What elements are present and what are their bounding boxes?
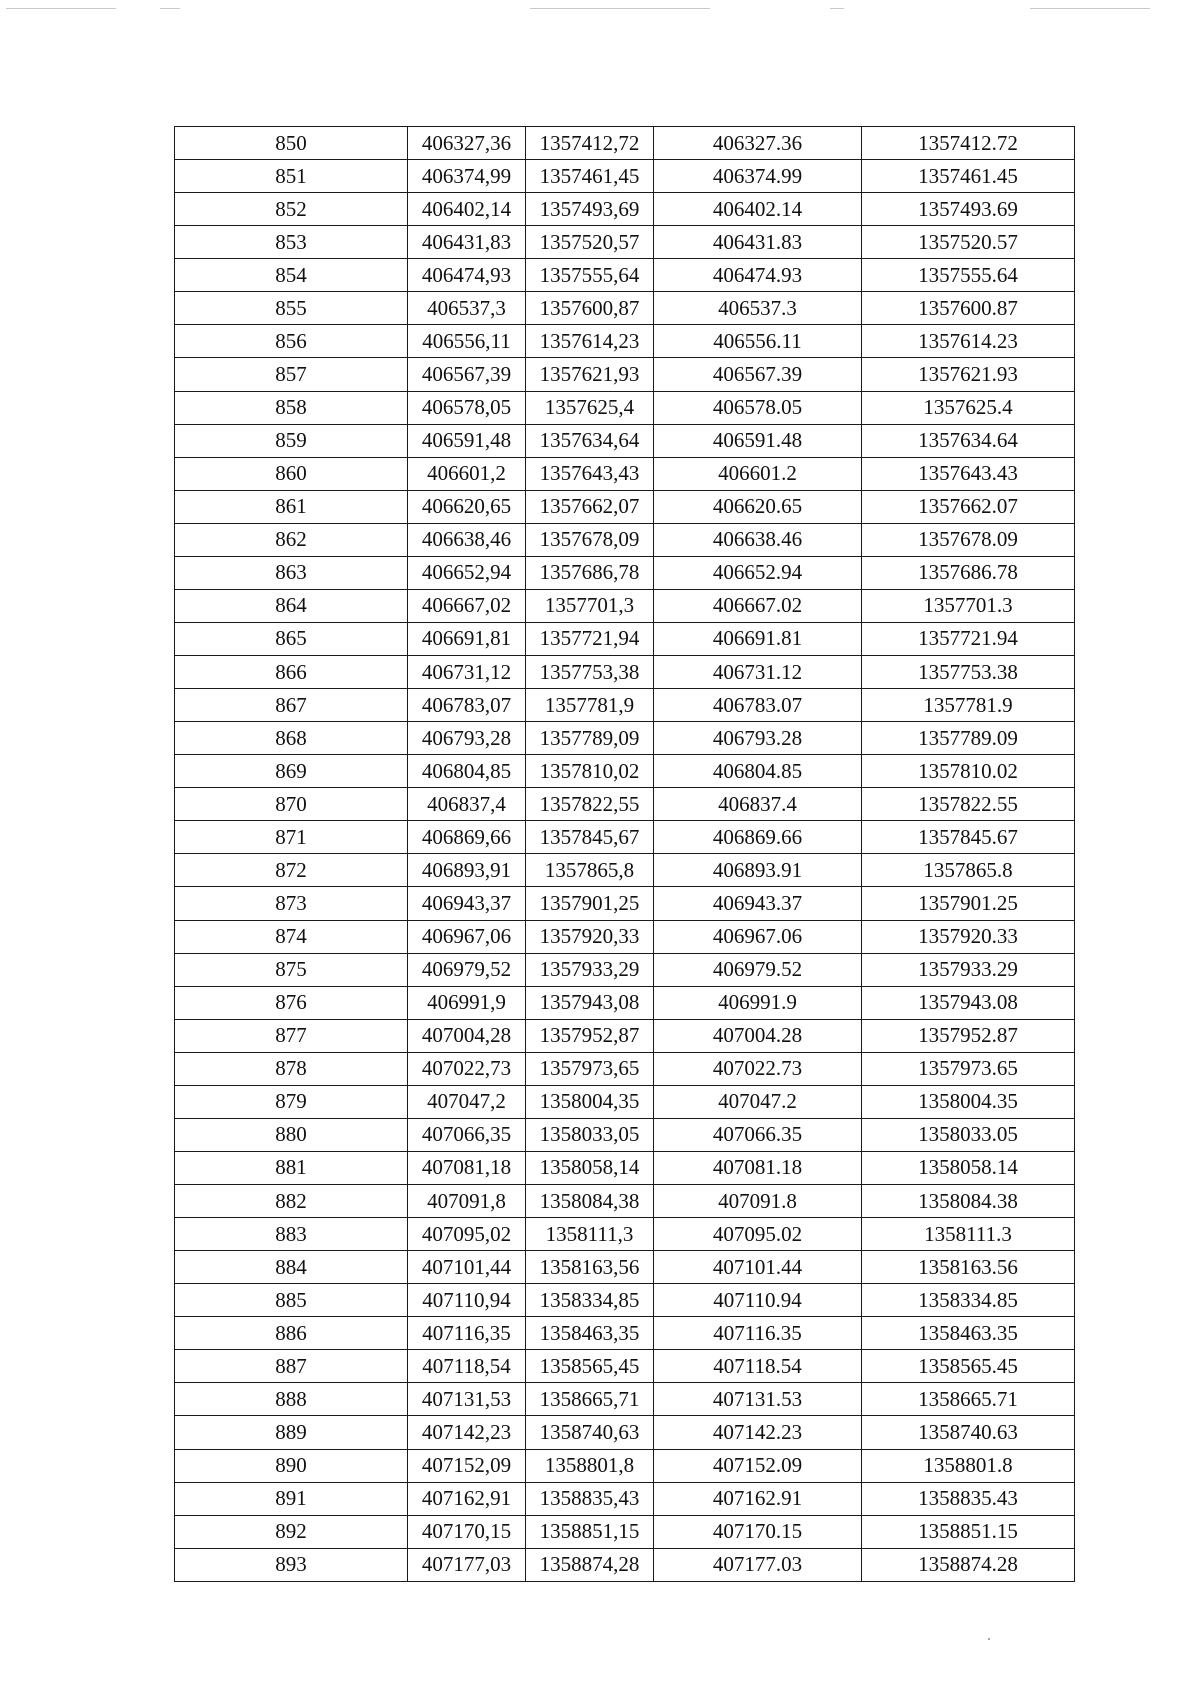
y-comma-cell: 1358004,35 [526, 1085, 654, 1118]
table-row [175, 788, 1075, 821]
y-comma-cell: 1357555,64 [526, 259, 654, 292]
y-comma-cell: 1358801,8 [526, 1449, 654, 1482]
y-dot-cell: 1357461.45 [862, 160, 1075, 193]
x-comma-cell: 407066,35 [408, 1118, 526, 1151]
y-comma-cell: 1357865,8 [526, 854, 654, 887]
x-dot-cell: 407118.54 [654, 1350, 862, 1383]
table-row [175, 292, 1075, 325]
x-dot-cell: 406567.39 [654, 358, 862, 391]
x-dot-cell: 406374.99 [654, 160, 862, 193]
x-comma-cell: 407110,94 [408, 1284, 526, 1317]
x-comma-cell: 406979,52 [408, 953, 526, 986]
table-row [175, 1052, 1075, 1085]
point-number-cell: 851 [175, 160, 408, 193]
y-comma-cell: 1358565,45 [526, 1350, 654, 1383]
y-dot-cell: 1357901.25 [862, 887, 1075, 920]
point-number-cell: 855 [175, 292, 408, 325]
x-dot-cell: 407170.15 [654, 1515, 862, 1548]
point-number-cell: 872 [175, 854, 408, 887]
point-number-cell: 875 [175, 953, 408, 986]
table-row [175, 1383, 1075, 1416]
point-number-cell: 864 [175, 589, 408, 622]
table-row [175, 722, 1075, 755]
y-comma-cell: 1358334,85 [526, 1284, 654, 1317]
x-dot-cell: 406979.52 [654, 953, 862, 986]
x-comma-cell: 406402,14 [408, 193, 526, 226]
x-dot-cell: 407091.8 [654, 1185, 862, 1218]
y-dot-cell: 1358463.35 [862, 1317, 1075, 1350]
coordinate-table-body [175, 127, 1075, 1582]
y-comma-cell: 1358058,14 [526, 1151, 654, 1184]
x-dot-cell: 406556.11 [654, 325, 862, 358]
y-dot-cell: 1357621.93 [862, 358, 1075, 391]
x-dot-cell: 406943.37 [654, 887, 862, 920]
point-number-cell: 856 [175, 325, 408, 358]
y-dot-cell: 1358334.85 [862, 1284, 1075, 1317]
x-dot-cell: 407004.28 [654, 1019, 862, 1052]
y-dot-cell: 1358835.43 [862, 1482, 1075, 1515]
y-comma-cell: 1358111,3 [526, 1218, 654, 1251]
y-comma-cell: 1357901,25 [526, 887, 654, 920]
x-comma-cell: 407177,03 [408, 1548, 526, 1581]
y-comma-cell: 1357461,45 [526, 160, 654, 193]
x-dot-cell: 406591.48 [654, 424, 862, 457]
x-dot-cell: 406804.85 [654, 755, 862, 788]
x-dot-cell: 406601.2 [654, 457, 862, 490]
y-dot-cell: 1358058.14 [862, 1151, 1075, 1184]
y-dot-cell: 1358874.28 [862, 1548, 1075, 1581]
x-dot-cell: 406431.83 [654, 226, 862, 259]
table-row [175, 226, 1075, 259]
point-number-cell: 871 [175, 821, 408, 854]
scan-header-noise [0, 8, 1200, 14]
y-dot-cell: 1357952.87 [862, 1019, 1075, 1052]
y-comma-cell: 1357845,67 [526, 821, 654, 854]
y-comma-cell: 1358851,15 [526, 1515, 654, 1548]
point-number-cell: 858 [175, 391, 408, 424]
y-dot-cell: 1357520.57 [862, 226, 1075, 259]
table-row [175, 259, 1075, 292]
x-comma-cell: 407131,53 [408, 1383, 526, 1416]
y-dot-cell: 1357822.55 [862, 788, 1075, 821]
x-dot-cell: 406869.66 [654, 821, 862, 854]
point-number-cell: 881 [175, 1151, 408, 1184]
x-dot-cell: 407116.35 [654, 1317, 862, 1350]
point-number-cell: 852 [175, 193, 408, 226]
x-comma-cell: 406731,12 [408, 656, 526, 689]
x-comma-cell: 407152,09 [408, 1449, 526, 1482]
table-row [175, 622, 1075, 655]
y-comma-cell: 1357643,43 [526, 457, 654, 490]
point-number-cell: 878 [175, 1052, 408, 1085]
x-dot-cell: 406731.12 [654, 656, 862, 689]
x-comma-cell: 406691,81 [408, 622, 526, 655]
table-row [175, 127, 1075, 160]
x-dot-cell: 406402.14 [654, 193, 862, 226]
x-comma-cell: 406537,3 [408, 292, 526, 325]
x-comma-cell: 406893,91 [408, 854, 526, 887]
y-dot-cell: 1357678.09 [862, 523, 1075, 556]
y-dot-cell: 1357943.08 [862, 986, 1075, 1019]
table-row [175, 424, 1075, 457]
y-dot-cell: 1357412.72 [862, 127, 1075, 160]
y-comma-cell: 1357973,65 [526, 1052, 654, 1085]
point-number-cell: 867 [175, 689, 408, 722]
point-number-cell: 884 [175, 1251, 408, 1284]
x-dot-cell: 407101.44 [654, 1251, 862, 1284]
table-row [175, 1151, 1075, 1184]
x-comma-cell: 407004,28 [408, 1019, 526, 1052]
y-comma-cell: 1357662,07 [526, 490, 654, 523]
y-dot-cell: 1358033.05 [862, 1118, 1075, 1151]
point-number-cell: 889 [175, 1416, 408, 1449]
point-number-cell: 853 [175, 226, 408, 259]
x-comma-cell: 406578,05 [408, 391, 526, 424]
y-comma-cell: 1357520,57 [526, 226, 654, 259]
x-dot-cell: 406537.3 [654, 292, 862, 325]
table-row [175, 556, 1075, 589]
x-comma-cell: 406567,39 [408, 358, 526, 391]
table-row [175, 656, 1075, 689]
y-dot-cell: 1358565.45 [862, 1350, 1075, 1383]
x-dot-cell: 406620.65 [654, 490, 862, 523]
point-number-cell: 861 [175, 490, 408, 523]
table-row [175, 1482, 1075, 1515]
y-comma-cell: 1357493,69 [526, 193, 654, 226]
y-comma-cell: 1357789,09 [526, 722, 654, 755]
point-number-cell: 892 [175, 1515, 408, 1548]
y-dot-cell: 1358851.15 [862, 1515, 1075, 1548]
x-comma-cell: 406943,37 [408, 887, 526, 920]
y-dot-cell: 1358163.56 [862, 1251, 1075, 1284]
y-comma-cell: 1358163,56 [526, 1251, 654, 1284]
scan-speck [988, 1638, 990, 1640]
point-number-cell: 873 [175, 887, 408, 920]
table-row [175, 1284, 1075, 1317]
point-number-cell: 886 [175, 1317, 408, 1350]
y-comma-cell: 1358665,71 [526, 1383, 654, 1416]
x-comma-cell: 407142,23 [408, 1416, 526, 1449]
x-dot-cell: 407110.94 [654, 1284, 862, 1317]
y-comma-cell: 1357920,33 [526, 920, 654, 953]
y-dot-cell: 1357555.64 [862, 259, 1075, 292]
table-row [175, 1416, 1075, 1449]
y-dot-cell: 1357614.23 [862, 325, 1075, 358]
y-dot-cell: 1357781.9 [862, 689, 1075, 722]
table-row [175, 1251, 1075, 1284]
y-dot-cell: 1357701.3 [862, 589, 1075, 622]
table-row [175, 953, 1075, 986]
x-comma-cell: 406667,02 [408, 589, 526, 622]
table-row [175, 986, 1075, 1019]
y-dot-cell: 1357662.07 [862, 490, 1075, 523]
y-dot-cell: 1357643.43 [862, 457, 1075, 490]
y-comma-cell: 1358740,63 [526, 1416, 654, 1449]
x-comma-cell: 407116,35 [408, 1317, 526, 1350]
x-comma-cell: 407095,02 [408, 1218, 526, 1251]
x-comma-cell: 406793,28 [408, 722, 526, 755]
y-dot-cell: 1357810.02 [862, 755, 1075, 788]
table-row [175, 490, 1075, 523]
x-comma-cell: 406591,48 [408, 424, 526, 457]
x-comma-cell: 407162,91 [408, 1482, 526, 1515]
x-dot-cell: 406652.94 [654, 556, 862, 589]
y-dot-cell: 1357634.64 [862, 424, 1075, 457]
point-number-cell: 859 [175, 424, 408, 457]
point-number-cell: 880 [175, 1118, 408, 1151]
y-comma-cell: 1357634,64 [526, 424, 654, 457]
y-comma-cell: 1357822,55 [526, 788, 654, 821]
x-comma-cell: 406783,07 [408, 689, 526, 722]
point-number-cell: 893 [175, 1548, 408, 1581]
table-row [175, 1515, 1075, 1548]
table-row [175, 920, 1075, 953]
x-comma-cell: 406837,4 [408, 788, 526, 821]
point-number-cell: 891 [175, 1482, 408, 1515]
y-dot-cell: 1357865.8 [862, 854, 1075, 887]
table-row [175, 1548, 1075, 1581]
x-comma-cell: 407091,8 [408, 1185, 526, 1218]
point-number-cell: 862 [175, 523, 408, 556]
x-dot-cell: 407162.91 [654, 1482, 862, 1515]
y-dot-cell: 1357600.87 [862, 292, 1075, 325]
point-number-cell: 854 [175, 259, 408, 292]
x-comma-cell: 406991,9 [408, 986, 526, 1019]
table-row [175, 193, 1075, 226]
x-comma-cell: 406474,93 [408, 259, 526, 292]
point-number-cell: 879 [175, 1085, 408, 1118]
point-number-cell: 888 [175, 1383, 408, 1416]
y-dot-cell: 1358084.38 [862, 1185, 1075, 1218]
table-row [175, 523, 1075, 556]
x-dot-cell: 406837.4 [654, 788, 862, 821]
coordinate-table [174, 126, 1075, 1582]
x-comma-cell: 406638,46 [408, 523, 526, 556]
table-row [175, 755, 1075, 788]
point-number-cell: 876 [175, 986, 408, 1019]
point-number-cell: 860 [175, 457, 408, 490]
y-comma-cell: 1357753,38 [526, 656, 654, 689]
x-dot-cell: 406893.91 [654, 854, 862, 887]
y-comma-cell: 1357810,02 [526, 755, 654, 788]
x-dot-cell: 406638.46 [654, 523, 862, 556]
y-comma-cell: 1357686,78 [526, 556, 654, 589]
x-dot-cell: 407095.02 [654, 1218, 862, 1251]
y-dot-cell: 1357686.78 [862, 556, 1075, 589]
point-number-cell: 857 [175, 358, 408, 391]
point-number-cell: 883 [175, 1218, 408, 1251]
y-comma-cell: 1358463,35 [526, 1317, 654, 1350]
table-row [175, 1449, 1075, 1482]
y-dot-cell: 1357845.67 [862, 821, 1075, 854]
x-dot-cell: 406783.07 [654, 689, 862, 722]
y-comma-cell: 1357781,9 [526, 689, 654, 722]
point-number-cell: 887 [175, 1350, 408, 1383]
y-comma-cell: 1357600,87 [526, 292, 654, 325]
table-row [175, 1085, 1075, 1118]
y-dot-cell: 1358111.3 [862, 1218, 1075, 1251]
x-dot-cell: 406578.05 [654, 391, 862, 424]
x-dot-cell: 407131.53 [654, 1383, 862, 1416]
y-dot-cell: 1358665.71 [862, 1383, 1075, 1416]
x-dot-cell: 407081.18 [654, 1151, 862, 1184]
point-number-cell: 874 [175, 920, 408, 953]
x-dot-cell: 406327.36 [654, 127, 862, 160]
table-row [175, 1218, 1075, 1251]
point-number-cell: 890 [175, 1449, 408, 1482]
x-comma-cell: 407101,44 [408, 1251, 526, 1284]
x-dot-cell: 406667.02 [654, 589, 862, 622]
y-dot-cell: 1357721.94 [862, 622, 1075, 655]
x-comma-cell: 407047,2 [408, 1085, 526, 1118]
x-comma-cell: 406620,65 [408, 490, 526, 523]
y-dot-cell: 1357789.09 [862, 722, 1075, 755]
table-row [175, 358, 1075, 391]
x-comma-cell: 406374,99 [408, 160, 526, 193]
y-comma-cell: 1357701,3 [526, 589, 654, 622]
y-dot-cell: 1358801.8 [862, 1449, 1075, 1482]
y-comma-cell: 1357943,08 [526, 986, 654, 1019]
table-row [175, 589, 1075, 622]
y-dot-cell: 1357920.33 [862, 920, 1075, 953]
point-number-cell: 870 [175, 788, 408, 821]
point-number-cell: 850 [175, 127, 408, 160]
x-dot-cell: 407066.35 [654, 1118, 862, 1151]
x-comma-cell: 406327,36 [408, 127, 526, 160]
point-number-cell: 869 [175, 755, 408, 788]
coordinate-table-container [174, 126, 1074, 1582]
point-number-cell: 863 [175, 556, 408, 589]
x-dot-cell: 407047.2 [654, 1085, 862, 1118]
y-comma-cell: 1357952,87 [526, 1019, 654, 1052]
x-comma-cell: 406869,66 [408, 821, 526, 854]
x-comma-cell: 406804,85 [408, 755, 526, 788]
table-row [175, 1185, 1075, 1218]
table-row [175, 854, 1075, 887]
table-row [175, 391, 1075, 424]
x-comma-cell: 406652,94 [408, 556, 526, 589]
x-comma-cell: 406431,83 [408, 226, 526, 259]
y-comma-cell: 1357625,4 [526, 391, 654, 424]
table-row [175, 160, 1075, 193]
table-row [175, 457, 1075, 490]
y-dot-cell: 1357753.38 [862, 656, 1075, 689]
y-comma-cell: 1357621,93 [526, 358, 654, 391]
y-comma-cell: 1357614,23 [526, 325, 654, 358]
x-comma-cell: 407081,18 [408, 1151, 526, 1184]
y-comma-cell: 1358084,38 [526, 1185, 654, 1218]
y-comma-cell: 1357933,29 [526, 953, 654, 986]
x-dot-cell: 407177.03 [654, 1548, 862, 1581]
point-number-cell: 868 [175, 722, 408, 755]
point-number-cell: 885 [175, 1284, 408, 1317]
x-comma-cell: 407022,73 [408, 1052, 526, 1085]
point-number-cell: 877 [175, 1019, 408, 1052]
y-dot-cell: 1358004.35 [862, 1085, 1075, 1118]
x-dot-cell: 406793.28 [654, 722, 862, 755]
table-row [175, 325, 1075, 358]
y-dot-cell: 1357973.65 [862, 1052, 1075, 1085]
y-comma-cell: 1358033,05 [526, 1118, 654, 1151]
x-comma-cell: 406601,2 [408, 457, 526, 490]
x-comma-cell: 407118,54 [408, 1350, 526, 1383]
table-row [175, 1118, 1075, 1151]
x-dot-cell: 406967.06 [654, 920, 862, 953]
y-comma-cell: 1357412,72 [526, 127, 654, 160]
y-dot-cell: 1358740.63 [862, 1416, 1075, 1449]
point-number-cell: 882 [175, 1185, 408, 1218]
table-row [175, 1350, 1075, 1383]
y-comma-cell: 1357721,94 [526, 622, 654, 655]
x-comma-cell: 406967,06 [408, 920, 526, 953]
x-dot-cell: 406991.9 [654, 986, 862, 1019]
point-number-cell: 866 [175, 656, 408, 689]
table-row [175, 887, 1075, 920]
y-dot-cell: 1357625.4 [862, 391, 1075, 424]
x-comma-cell: 407170,15 [408, 1515, 526, 1548]
x-dot-cell: 407022.73 [654, 1052, 862, 1085]
point-number-cell: 865 [175, 622, 408, 655]
y-comma-cell: 1357678,09 [526, 523, 654, 556]
x-dot-cell: 406691.81 [654, 622, 862, 655]
y-dot-cell: 1357933.29 [862, 953, 1075, 986]
x-comma-cell: 406556,11 [408, 325, 526, 358]
x-dot-cell: 407142.23 [654, 1416, 862, 1449]
table-row [175, 1317, 1075, 1350]
table-row [175, 1019, 1075, 1052]
y-comma-cell: 1358874,28 [526, 1548, 654, 1581]
table-row [175, 821, 1075, 854]
x-dot-cell: 406474.93 [654, 259, 862, 292]
table-row [175, 689, 1075, 722]
y-dot-cell: 1357493.69 [862, 193, 1075, 226]
x-dot-cell: 407152.09 [654, 1449, 862, 1482]
y-comma-cell: 1358835,43 [526, 1482, 654, 1515]
